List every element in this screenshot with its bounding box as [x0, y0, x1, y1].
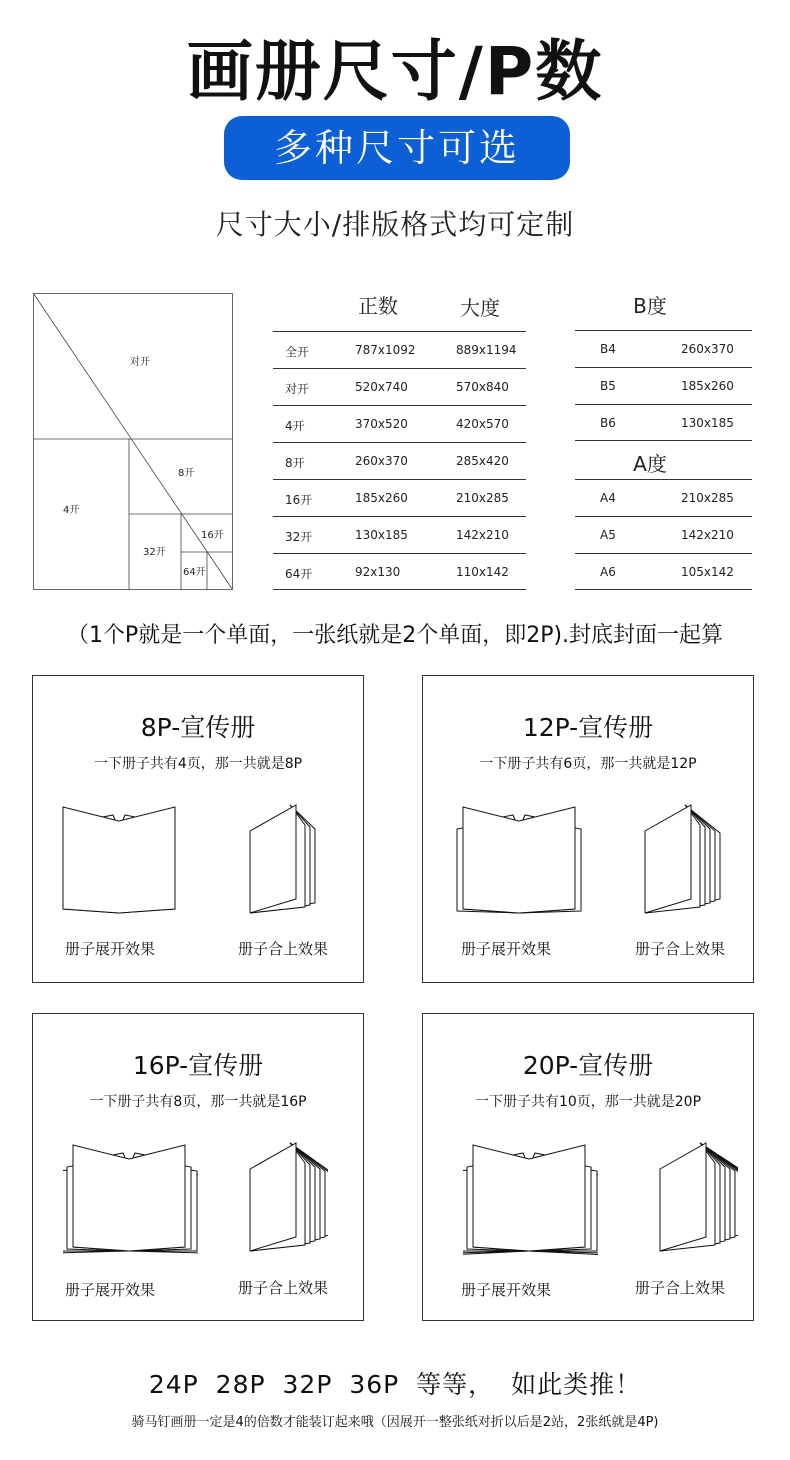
closed-booklet-icon: [648, 1139, 738, 1259]
paper-name: B6: [600, 416, 616, 430]
paper-size: 142x210: [681, 528, 734, 542]
size-name: 对开: [285, 382, 310, 396]
closed-effect-label: 册子合上效果: [238, 1279, 329, 1297]
card-description: 一下册子共有6页，那一共就是12P: [479, 756, 697, 772]
label-4kai: 4开: [63, 505, 80, 516]
large-size: 420x570: [456, 417, 509, 431]
size-name: 64开: [285, 567, 313, 581]
open-effect-label: 册子展开效果: [65, 1281, 156, 1299]
card-description: 一下册子共有8页，那一共就是16P: [89, 1094, 307, 1110]
options-badge: 多种尺寸可选: [224, 116, 570, 180]
size-table-row: [273, 405, 526, 442]
paper-size: 210x285: [681, 491, 734, 505]
size-table-row: [273, 368, 526, 405]
size-name: 全开: [285, 345, 310, 359]
standard-size: 185x260: [355, 491, 408, 505]
size-table-row: [273, 516, 526, 553]
large-size: 889x1194: [456, 343, 517, 357]
label-duikai: 对开: [130, 357, 150, 368]
b_table-row: [575, 367, 752, 404]
page-count-note: （1个P就是一个单面，一张纸就是2个单面，即2P).封底封面一起算: [66, 623, 724, 648]
large-size: 142x210: [456, 528, 509, 542]
closed-booklet-icon: [633, 801, 723, 921]
card-title: 12P-宣传册: [522, 713, 654, 742]
closed-booklet-icon: [238, 1139, 328, 1259]
large-size: 570x840: [456, 380, 509, 394]
closed-effect-label: 册子合上效果: [238, 940, 329, 958]
standard-size: 130x185: [355, 528, 408, 542]
open-effect-label: 册子展开效果: [65, 940, 156, 958]
card-12p: [422, 675, 754, 983]
card-description: 一下册子共有4页，那一共就是8P: [93, 756, 303, 772]
large-size: 210x285: [456, 491, 509, 505]
card-title: 16P-宣传册: [132, 1051, 264, 1080]
header-large: 大度: [460, 296, 500, 320]
b-size-table: [575, 330, 752, 441]
page-title: 画册尺寸/P数: [186, 33, 604, 110]
paper-name: A6: [600, 565, 616, 579]
b_table-row: [575, 404, 752, 441]
label-8kai: 8开: [178, 468, 195, 479]
standard-size: 370x520: [355, 417, 408, 431]
a-size-table: [575, 479, 752, 590]
closed-booklet-icon: [238, 801, 328, 921]
standard-size: 520x740: [355, 380, 408, 394]
size-table: [273, 331, 526, 590]
open-effect-label: 册子展开效果: [461, 940, 552, 958]
size-table-row: [273, 553, 526, 590]
closed-effect-label: 册子合上效果: [635, 1279, 726, 1297]
a_table-row: [575, 553, 752, 590]
standard-size: 787x1092: [355, 343, 416, 357]
page-subtitle: 尺寸大小/排版格式均可定制: [215, 208, 575, 241]
paper-size-diagram: [33, 293, 233, 590]
large-size: 285x420: [456, 454, 509, 468]
size-table-row: [273, 331, 526, 368]
standard-size: 92x130: [355, 565, 401, 579]
more-page-counts: 24P 28P 32P 36P 等等， 如此类推！: [148, 1370, 642, 1399]
open-booklet-icon: [63, 1139, 198, 1259]
size-table-row: [273, 479, 526, 516]
open-effect-label: 册子展开效果: [461, 1281, 552, 1299]
header-standard: 正数: [358, 294, 398, 318]
card-16p: [32, 1013, 364, 1321]
paper-name: A5: [600, 528, 616, 542]
size-name: 8开: [285, 456, 305, 470]
label-64kai: 64开: [183, 567, 206, 578]
b_table-row: [575, 330, 752, 367]
size-name: 16开: [285, 493, 313, 507]
open-booklet-icon: [53, 801, 188, 921]
paper-size: 105x142: [681, 565, 734, 579]
large-size: 110x142: [456, 565, 509, 579]
open-booklet-icon: [463, 1139, 598, 1259]
a_table-row: [575, 479, 752, 516]
card-title: 8P-宣传册: [140, 713, 256, 742]
header-a-series: A度: [633, 452, 667, 476]
card-title: 20P-宣传册: [522, 1051, 654, 1080]
size-name: 4开: [285, 419, 305, 433]
card-description: 一下册子共有10页，那一共就是20P: [474, 1094, 702, 1110]
header-b-series: B度: [633, 294, 667, 318]
paper-size: 185x260: [681, 379, 734, 393]
label-16kai: 16开: [201, 530, 224, 541]
card-20p: [422, 1013, 754, 1321]
binding-note: 骑马钉画册一定是4的倍数才能装订起来哦（因展开一整张纸对折以后是2站，2张纸就是4P): [131, 1415, 659, 1430]
a_table-row: [575, 516, 752, 553]
card-8p: [32, 675, 364, 983]
size-name: 32开: [285, 530, 313, 544]
paper-size: 130x185: [681, 416, 734, 430]
standard-size: 260x370: [355, 454, 408, 468]
paper-name: B5: [600, 379, 616, 393]
closed-effect-label: 册子合上效果: [635, 940, 726, 958]
paper-name: B4: [600, 342, 616, 356]
paper-size: 260x370: [681, 342, 734, 356]
open-booklet-icon: [453, 801, 588, 921]
size-table-row: [273, 442, 526, 479]
paper-name: A4: [600, 491, 616, 505]
label-32kai: 32开: [143, 547, 166, 558]
